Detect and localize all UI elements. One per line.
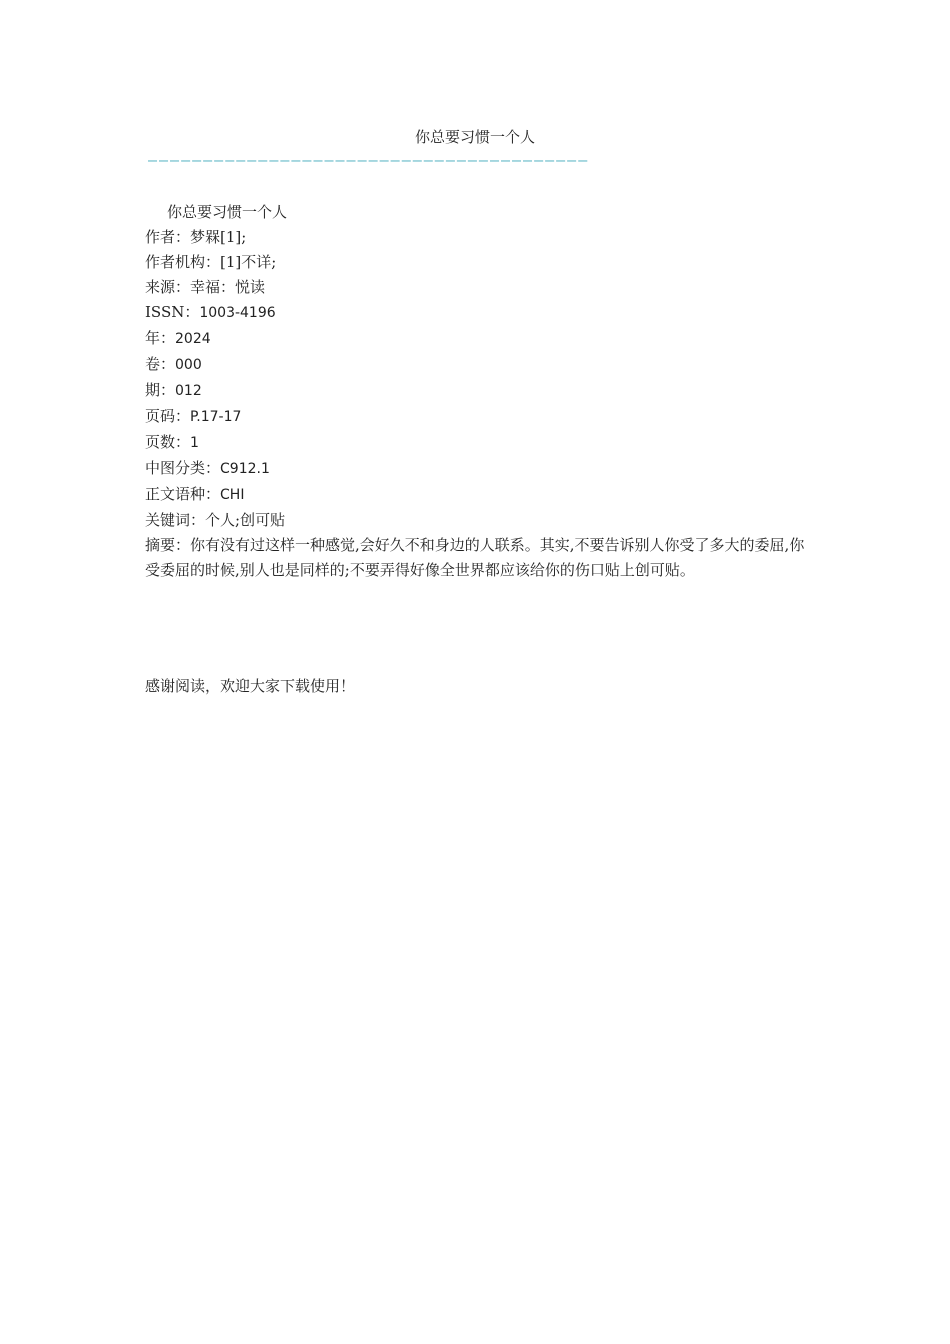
header-title: 你总要习惯一个人 [414,128,535,146]
article-title: 你总要习惯一个人 [167,203,288,221]
metadata-value: C912.1 [220,461,270,477]
metadata-value: 个人;创可贴 [205,511,286,529]
metadata-field [145,300,810,326]
metadata-field [145,225,810,250]
metadata-field [145,352,810,378]
metadata-field [145,456,810,482]
metadata-value: CHI [220,487,245,503]
metadata-label: 期： [145,381,176,399]
metadata-value: 000 [175,357,202,373]
metadata-value: 2024 [175,331,211,347]
metadata-label: 中图分类： [145,459,221,477]
metadata-value: 1 [190,435,199,451]
thanks-note: 感谢阅读，欢迎大家下载使用！ [145,677,356,695]
metadata-value: 梦槑[1]; [190,228,247,246]
metadata-field [145,404,810,430]
metadata-field [145,430,810,456]
header-divider: ———————————————————————————————————————— [148,151,590,169]
metadata-label: 正文语种： [145,485,221,503]
metadata-label: 来源： [145,278,191,296]
metadata-value: 012 [175,383,202,399]
abstract [145,533,810,583]
metadata-label: 关键词： [145,511,206,529]
metadata-fields [145,225,810,533]
metadata-value: 1003-4196 [199,305,276,321]
metadata-field [145,508,810,533]
metadata-label: 卷： [145,355,176,373]
metadata-label: 年： [145,329,176,347]
abstract-label: 摘要： [145,536,191,554]
metadata-value: [1]不详; [220,253,277,271]
article-body [145,200,810,583]
metadata-label: ISSN： [145,303,200,321]
metadata-field [145,250,810,275]
metadata-label: 页数： [145,433,191,451]
metadata-field [145,482,810,508]
metadata-field [145,275,810,300]
metadata-value: P.17-17 [190,409,242,425]
metadata-value: 幸福：悦读 [190,278,266,296]
metadata-field [145,326,810,352]
abstract-text: 你有没有过这样一种感觉,会好久不和身边的人联系。其实,不要告诉别人你受了多大的委屈,你受委屈的时候,别人也是同样的;不要弄得好像全世界都应该给你的伤口贴上创可贴。 [145,536,805,579]
metadata-label: 作者机构： [145,253,221,271]
metadata-label: 页码： [145,407,191,425]
metadata-field [145,378,810,404]
metadata-label: 作者： [145,228,191,246]
